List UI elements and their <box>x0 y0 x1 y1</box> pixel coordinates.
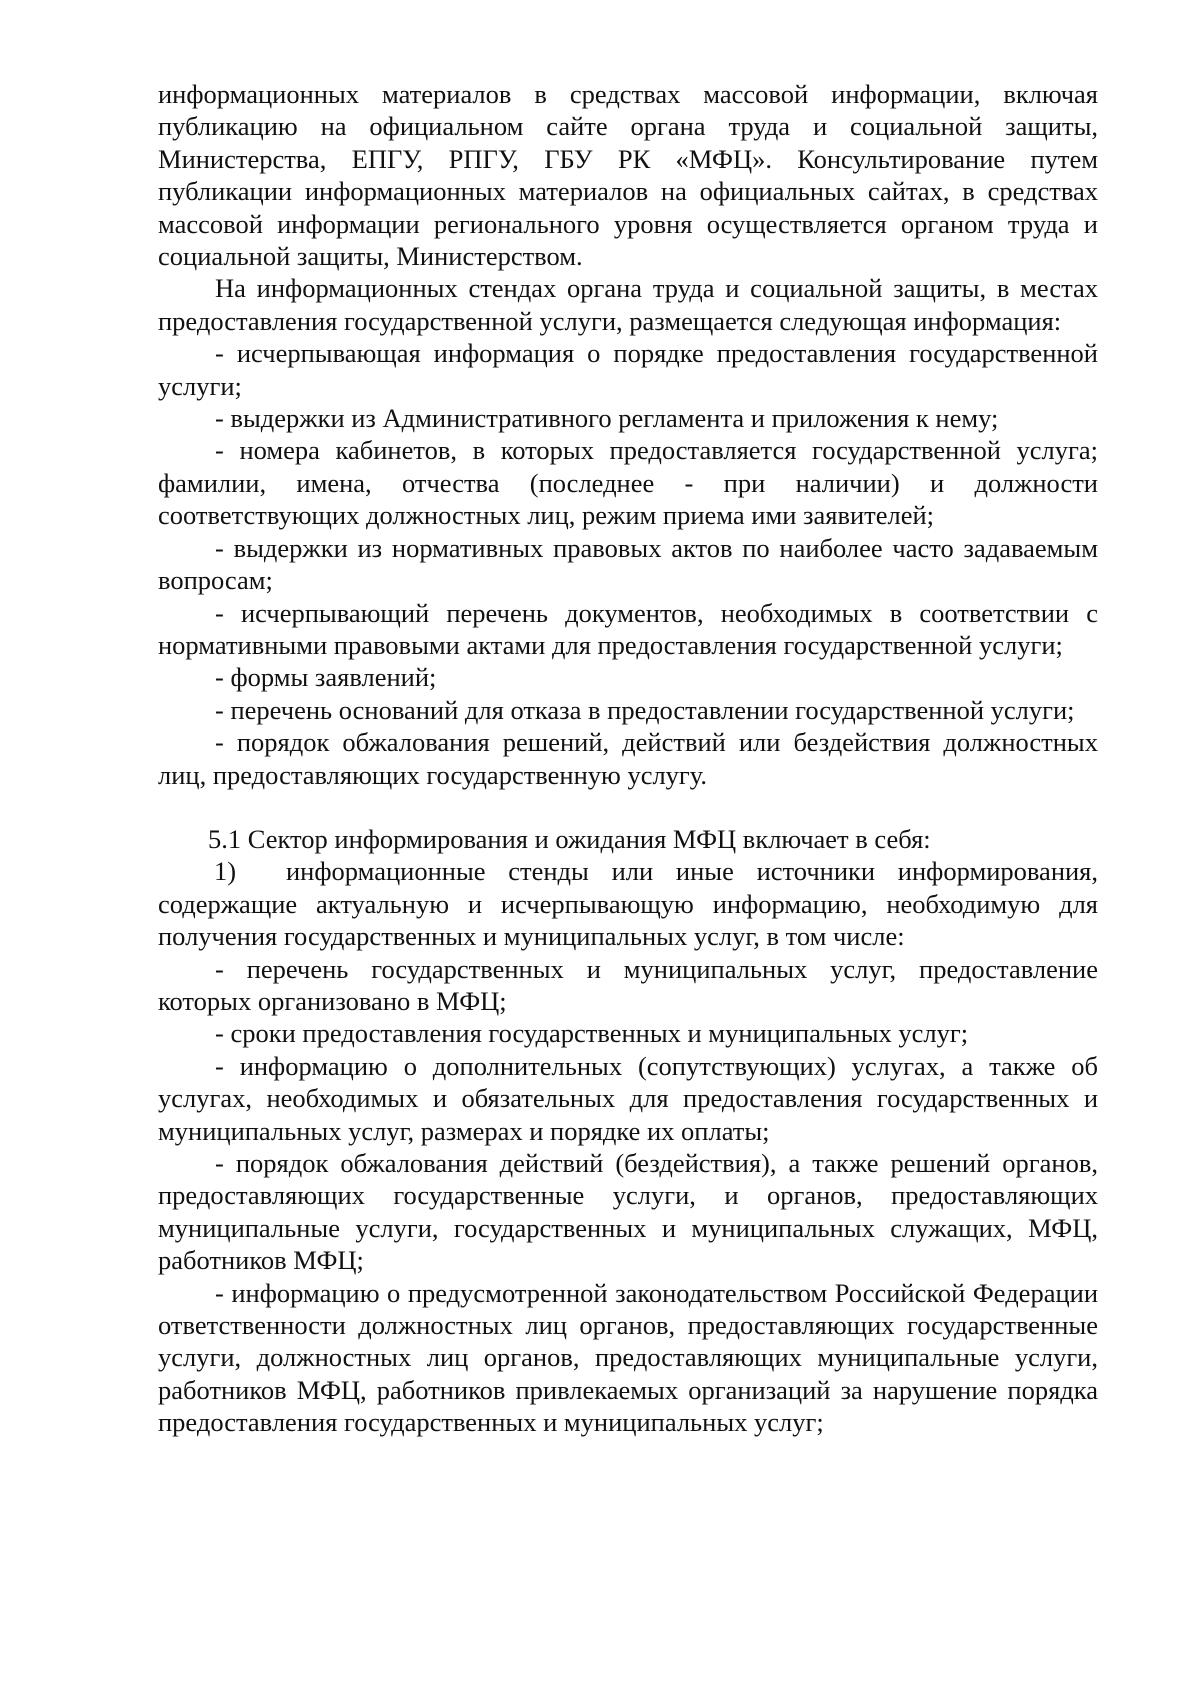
item-text: информационные стенды или иные источники информирования, содержащие актуальную и исчерпывающую информацию, необходимую для получения государственных и муниципальных услуг, в том числе: <box>158 856 1098 952</box>
paragraph-info-stands: На информационных стендах органа труда и социальной защиты, в местах предоставления государственной услуги, размещается следующая информация: <box>158 273 1098 336</box>
list-item: - номера кабинетов, в которых предоставляется государственной услуга; фамилии, имена, отчества (последнее - при наличии) и должности соответствующих должностных лиц, режим приема ими заявителей; <box>158 435 1098 531</box>
list-item: - порядок обжалования действий (бездействия), а также решений органов, предоставляющих государственные услуги, и органов, предоставляющих муниципальные услуги, государственных и муниципальных служащих, МФЦ, работников МФЦ; <box>158 1148 1098 1276</box>
list-item: - перечень оснований для отказа в предоставлении государственной услуги; <box>215 694 1075 725</box>
list-item: - порядок обжалования решений, действий или бездействия должностных лиц, предоставляющих государственную услугу. <box>158 727 1098 790</box>
list-item: - сроки предоставления государственных и муниципальных услуг; <box>215 1018 969 1049</box>
list-item: - выдержки из Административного регламента и приложения к нему; <box>215 403 999 434</box>
list-item: - исчерпывающий перечень документов, необходимых в соответствии с нормативными правовыми актами для предоставления государственной услуги; <box>158 597 1098 660</box>
list-item: - информацию о предусмотренной законодательством Российской Федерации ответственности должностных лиц органов, предоставляющих государственные услуги, должностных лиц органов, предоставляющих муниципальные услуги, работников МФЦ, работников привлекаемых организаций за нарушение порядка предоставления государственных и муниципальных услуг; <box>158 1277 1098 1438</box>
list-item: - информацию о дополнительных (сопутствующих) услугах, а также об услугах, необходимых и обязательных для предоставления государственных и муниципальных услуг, размерах и порядке их оплаты; <box>158 1050 1098 1146</box>
document-page <box>158 78 1098 1439</box>
list-item: - формы заявлений; <box>215 662 437 693</box>
list-item: - перечень государственных и муниципальных услуг, предоставление которых организовано в МФЦ; <box>158 953 1098 1016</box>
list-item: - выдержки из нормативных правовых актов по наиболее часто задаваемым вопросам; <box>158 532 1098 596</box>
list-item: - исчерпывающая информация о порядке предоставления государственной услуги; <box>158 338 1098 401</box>
section-heading: 5.1 Сектор информирования и ожидания МФЦ включает в себя: <box>208 823 931 854</box>
item-number: 1) <box>214 856 237 887</box>
paragraph-continuation: информационных материалов в средствах массовой информации, включая публикацию на официальном сайте органа труда и социальной защиты, Министерства, ЕПГУ, РПГУ, ГБУ РК «МФЦ». Консультирование путем публикации информационных материалов на официальных сайтах, в средствах массовой информации регионального уровня осуществляется органом труда и социальной защиты, Министерством. <box>158 79 1098 272</box>
numbered-item <box>158 855 1098 952</box>
